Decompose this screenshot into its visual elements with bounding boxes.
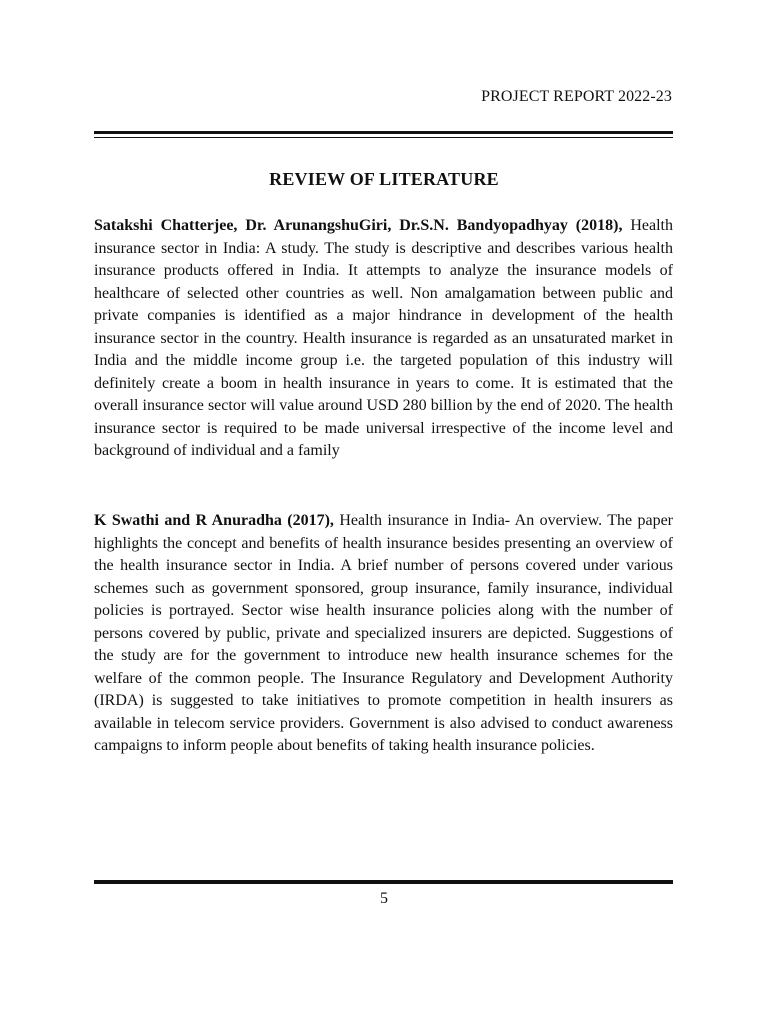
paragraph-1-authors: Satakshi Chatterjee, Dr. ArunangshuGiri, Dr.S.N. Bandyopadhyay (2018), bbox=[94, 217, 623, 234]
paragraph-2-body: Health insurance in India- An overview. The paper highlights the concept and benefits of health insurance besides presenting an overview of the health insurance sector in India. A brief number of persons covered under various schemes such as government sponsored, group insurance, family insurance, individual policies is portrayed. Sector wise health insurance policies along with the number of persons covered by public, private and specialized insurers are depicted. Suggestions of the study are for the government to introduce new health insurance schemes for the welfare of the common people. The Insurance Regulatory and Development Authority (IRDA) is suggested to take initiatives to promote competition in health insurers as available in telecom service providers. Government is also advised to conduct awareness campaigns to inform people about benefits of taking health insurance policies. bbox=[94, 512, 674, 754]
paragraph-2-authors: K Swathi and R Anuradha (2017), bbox=[94, 512, 334, 529]
footer-rule bbox=[94, 880, 673, 884]
page-number: 5 bbox=[380, 890, 388, 907]
literature-paragraph-2 bbox=[94, 510, 673, 758]
report-header: PROJECT REPORT 2022-23 bbox=[481, 88, 672, 105]
literature-paragraph-1 bbox=[94, 215, 673, 463]
header-rule-thick bbox=[94, 131, 673, 134]
header-rule-thin bbox=[94, 137, 673, 138]
paragraph-1-body: Health insurance sector in India: A study. The study is descriptive and describes various health insurance products offered in India. It attempts to analyze the insurance models of healthcare of selected other countries as well. Non amalgamation between public and private companies is identified as a major hindrance in development of the health insurance sector in the country. Health insurance is regarded as an unsaturated market in India and the middle income group i.e. the targeted population of this industry will definitely create a boom in health insurance in years to come. It is estimated that the overall insurance sector will value around USD 280 billion by the end of 2020. The health insurance sector is required to be made universal irrespective of the income level and background of individual and a family bbox=[94, 217, 673, 459]
section-title: REVIEW OF LITERATURE bbox=[269, 169, 499, 189]
